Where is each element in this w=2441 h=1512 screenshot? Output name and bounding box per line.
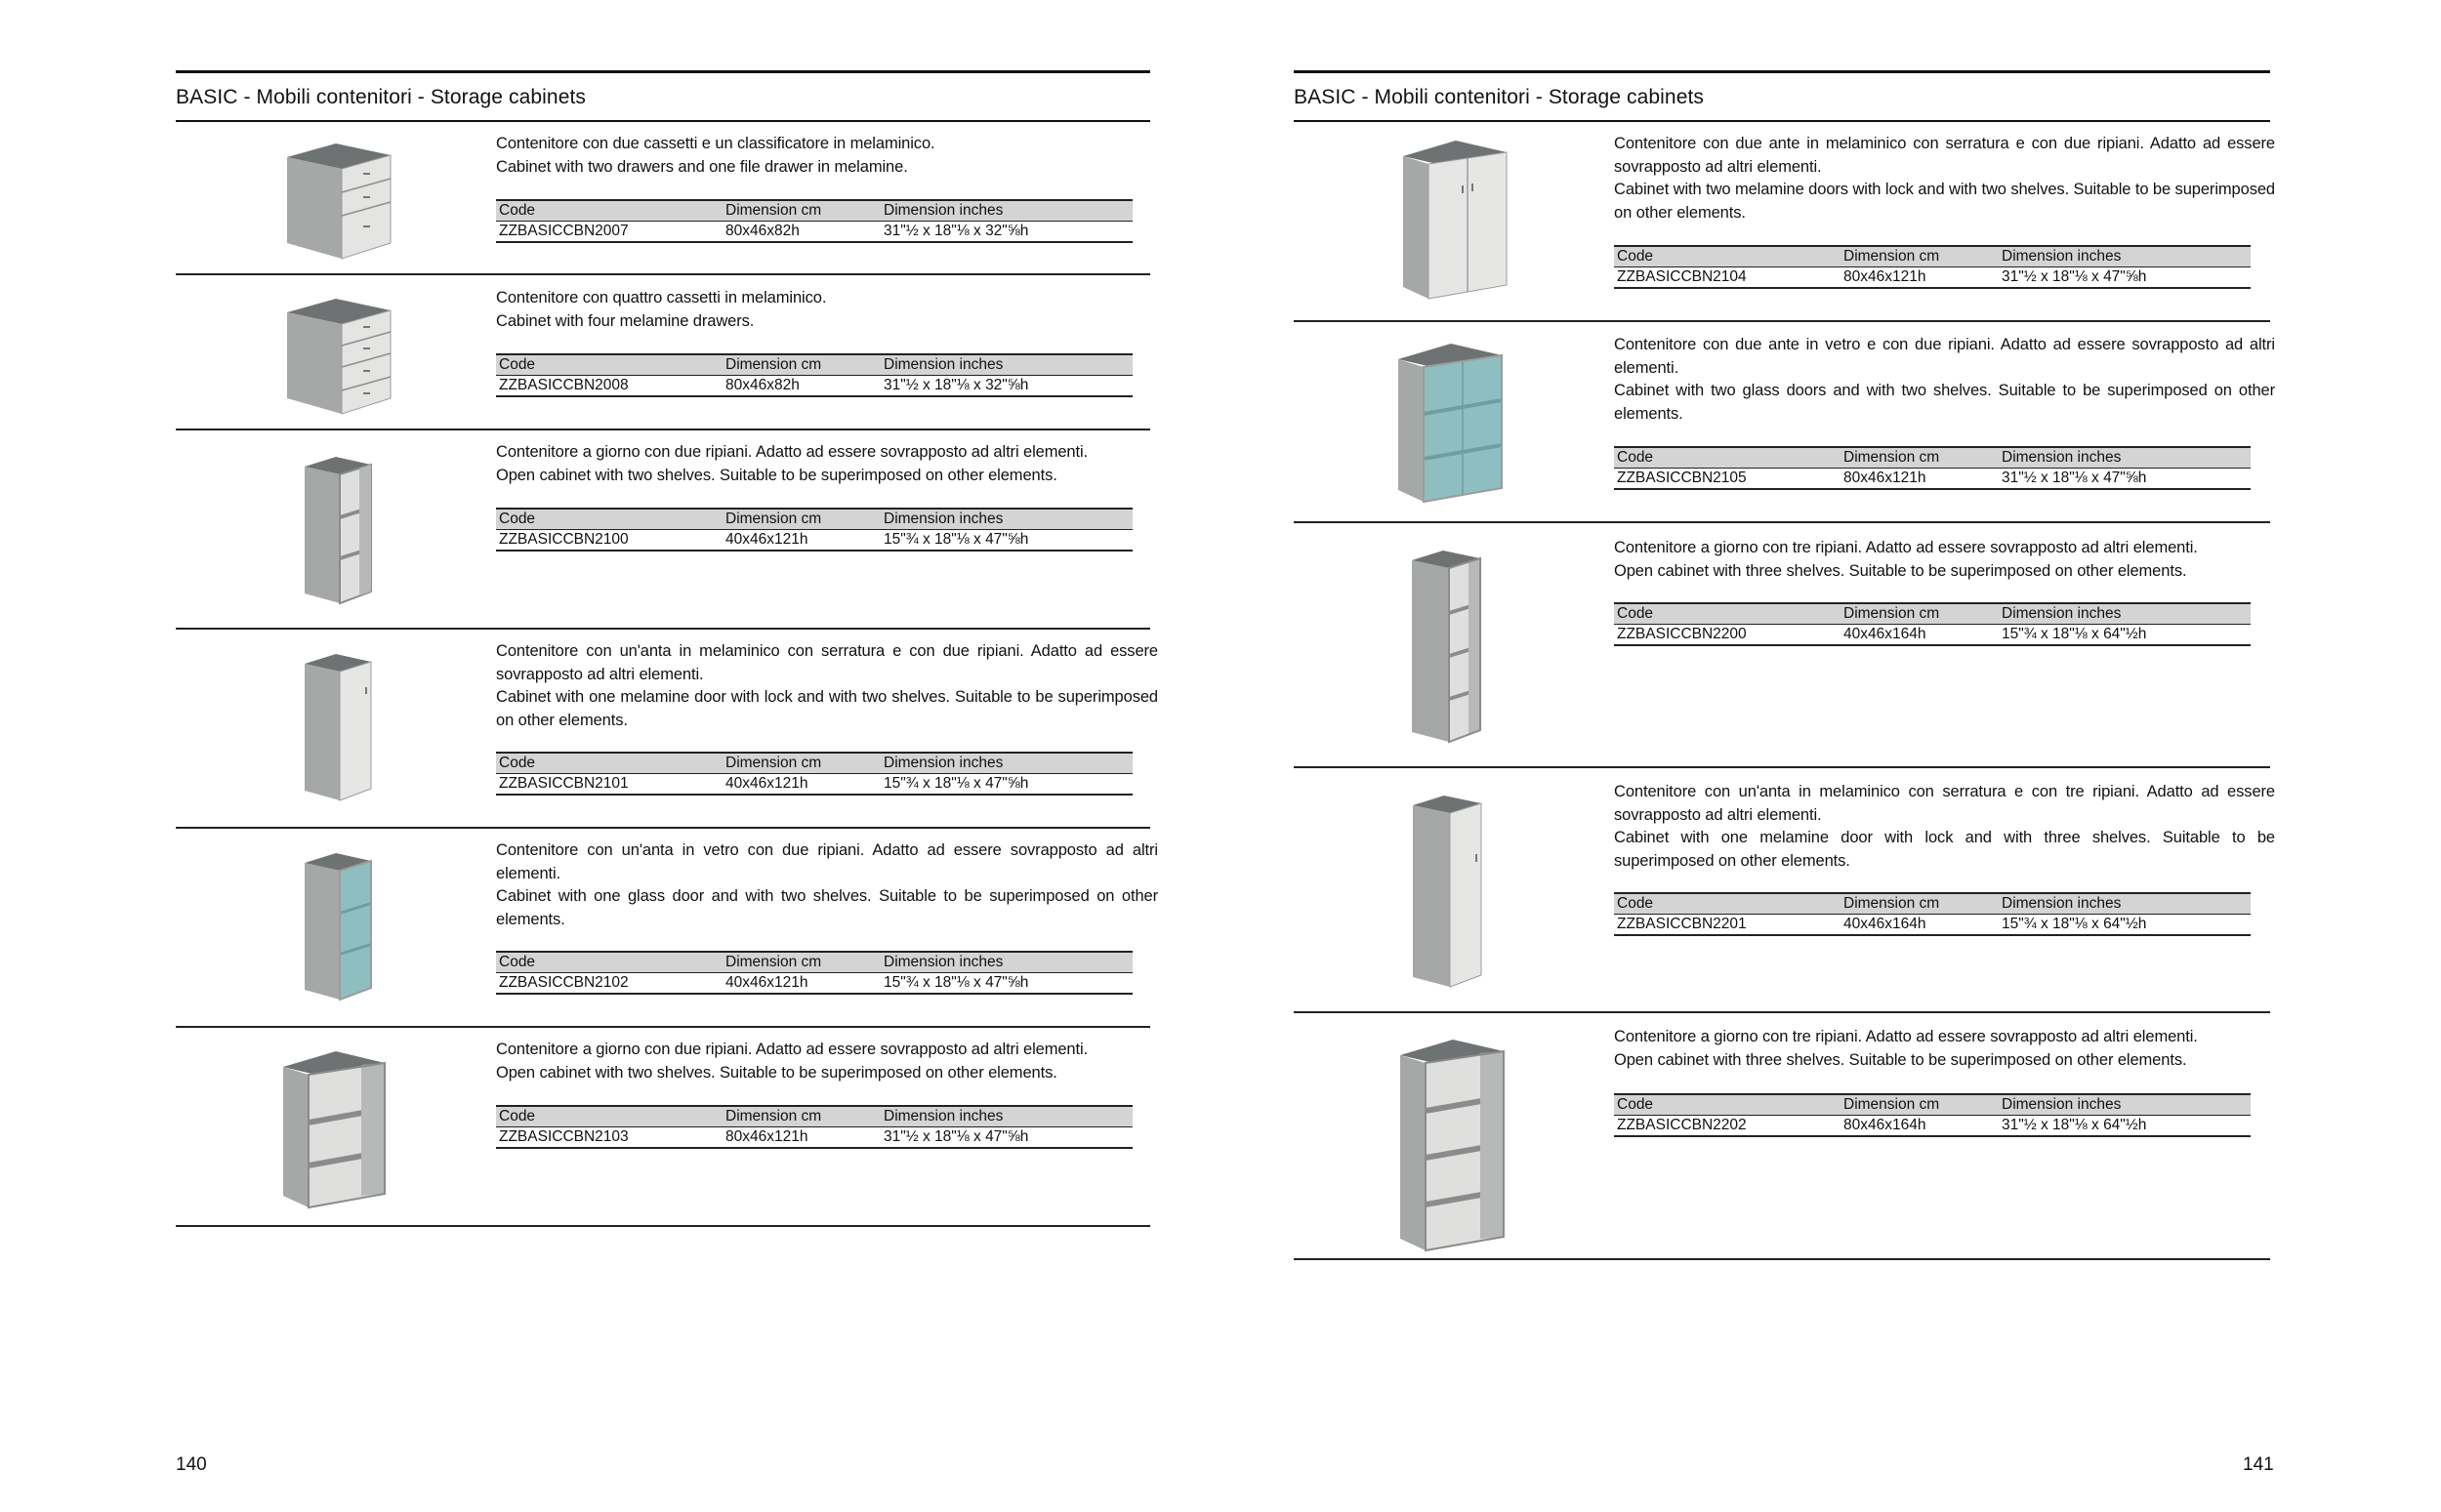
- dim-in-header: Dimension inches: [884, 954, 1004, 970]
- door-cabinet-icon: [301, 652, 374, 803]
- spec-header-row: [496, 508, 1133, 530]
- spec-table: [1614, 446, 2251, 490]
- description-en: Open cabinet with two shelves. Suitable to be superimposed on other elements.: [496, 1063, 1057, 1082]
- page-title: BASIC - Mobili contenitori - Storage cabinets: [176, 86, 587, 108]
- dimension-inches: 31"½ x 18"⅛ x 47"⅝h: [884, 1128, 1029, 1145]
- code-header: Code: [499, 356, 536, 373]
- description-it: Contenitore con due cassetti e un classificatore in melaminico.: [496, 135, 935, 152]
- spec-header-row: [1614, 892, 2251, 915]
- description: [1614, 133, 2275, 225]
- dim-in-header: Dimension inches: [2002, 449, 2122, 466]
- spec-data-row: [1614, 1116, 2251, 1137]
- dimension-cm: 40x46x121h: [725, 775, 808, 792]
- spec-table: [496, 199, 1133, 243]
- spec-data-row: [496, 973, 1133, 995]
- description-en: Open cabinet with two shelves. Suitable to be superimposed on other elements.: [496, 466, 1057, 484]
- description-it: Contenitore con due ante in melaminico con serratura e con due ripiani. Adatto ad essere sovrapposto ad altri elementi.: [1614, 135, 2275, 176]
- code-header: Code: [1617, 895, 1654, 912]
- dim-in-header: Dimension inches: [2002, 1096, 2122, 1113]
- spec-data-row: [496, 774, 1133, 796]
- item-separator: [1294, 1258, 2270, 1260]
- dimension-cm: 40x46x121h: [725, 531, 808, 548]
- code-header: Code: [1617, 248, 1654, 265]
- spec-table: [496, 951, 1133, 995]
- dim-cm-header: Dimension cm: [1843, 1096, 1940, 1113]
- description-en: Open cabinet with three shelves. Suitable to be superimposed on other elements.: [1614, 1050, 2187, 1069]
- description-en: Cabinet with two melamine doors with lock and with two shelves. Suitable to be superimposed on other elements.: [1614, 181, 2275, 222]
- spec-data-row: [496, 376, 1133, 397]
- description-it: Contenitore con un'anta in vetro con due ripiani. Adatto ad essere sovrapposto ad altri elementi.: [496, 841, 1158, 882]
- dim-in-header: Dimension inches: [2002, 895, 2122, 912]
- header-rule-bottom: [176, 120, 1150, 122]
- code-header: Code: [499, 202, 536, 219]
- dim-cm-header: Dimension cm: [1843, 895, 1940, 912]
- description: [1614, 1026, 2275, 1072]
- dimension-inches: 31"½ x 18"⅛ x 64"½h: [2002, 1117, 2147, 1133]
- spec-header-row: [1614, 602, 2251, 625]
- dimension-cm: 40x46x121h: [725, 974, 808, 991]
- dimension-inches: 15"¾ x 18"⅛ x 64"½h: [2002, 916, 2147, 932]
- item-separator: [1294, 320, 2270, 322]
- item-separator: [176, 429, 1150, 430]
- spec-table: [496, 752, 1133, 796]
- item-separator: [1294, 766, 2270, 768]
- dimension-cm: 80x46x82h: [725, 377, 800, 393]
- description-it: Contenitore con un'anta in melaminico con serratura e con due ripiani. Adatto ad essere sovrapposto ad altri elementi.: [496, 642, 1158, 683]
- description-en: Cabinet with two drawers and one file drawer in melamine.: [496, 157, 908, 176]
- description-en: Cabinet with four melamine drawers.: [496, 311, 755, 330]
- description-it: Contenitore con quattro cassetti in melaminico.: [496, 289, 827, 306]
- spec-table: [1614, 602, 2251, 646]
- description: [1614, 781, 2275, 873]
- dimension-inches: 31"½ x 18"⅛ x 32"⅝h: [884, 223, 1029, 239]
- dim-in-header: Dimension inches: [2002, 248, 2122, 265]
- dim-cm-header: Dimension cm: [1843, 605, 1940, 622]
- description-it: Contenitore a giorno con tre ripiani. Adatto ad essere sovrapposto ad altri elementi.: [1614, 539, 2198, 556]
- dim-in-header: Dimension inches: [884, 755, 1004, 771]
- glass-door-cabinet-icon: [301, 851, 374, 1002]
- product-code: ZZBASICCBN2103: [499, 1128, 629, 1145]
- dimension-cm: 80x46x164h: [1843, 1117, 1926, 1133]
- spec-header-row: [1614, 245, 2251, 267]
- description-it: Contenitore con un'anta in melaminico con serratura e con tre ripiani. Adatto ad essere sovrapposto ad altri elementi.: [1614, 783, 2275, 824]
- description-en: Cabinet with one melamine door with lock and with two shelves. Suitable to be superimposed on other elements.: [496, 688, 1158, 729]
- spec-header-row: [1614, 1093, 2251, 1116]
- product-code: ZZBASICCBN2100: [499, 531, 629, 548]
- dimension-inches: 31"½ x 18"⅛ x 47"⅝h: [2002, 470, 2147, 486]
- item-separator: [176, 1026, 1150, 1028]
- spec-header-row: [496, 353, 1133, 376]
- spec-data-row: [1614, 915, 2251, 936]
- product-code: ZZBASICCBN2200: [1617, 626, 1747, 642]
- page-141: [1220, 0, 2441, 1512]
- open-wide-cabinet-icon: [279, 1049, 389, 1210]
- cabinet-four-drawers-icon: [281, 297, 393, 416]
- product-code: ZZBASICCBN2202: [1617, 1117, 1747, 1133]
- dim-in-header: Dimension inches: [884, 511, 1004, 527]
- dimension-cm: 40x46x164h: [1843, 626, 1926, 642]
- spec-header-row: [496, 1105, 1133, 1127]
- item-separator: [1294, 521, 2270, 523]
- item-separator: [176, 827, 1150, 829]
- dimension-inches: 31"½ x 18"⅛ x 32"⅝h: [884, 377, 1029, 393]
- code-header: Code: [1617, 605, 1654, 622]
- dim-cm-header: Dimension cm: [725, 202, 822, 219]
- spec-header-row: [1614, 446, 2251, 469]
- page-title: BASIC - Mobili contenitori - Storage cabinets: [1294, 86, 1705, 108]
- dim-cm-header: Dimension cm: [725, 356, 822, 373]
- dim-cm-header: Dimension cm: [1843, 449, 1940, 466]
- product-code: ZZBASICCBN2105: [1617, 470, 1747, 486]
- description-it: Contenitore a giorno con due ripiani. Adatto ad essere sovrapposto ad altri elementi.: [496, 443, 1089, 461]
- description: [496, 441, 1160, 487]
- two-glass-door-cabinet-icon: [1394, 342, 1507, 506]
- description-it: Contenitore a giorno con tre ripiani. Adatto ad essere sovrapposto ad altri elementi.: [1614, 1028, 2198, 1045]
- code-header: Code: [499, 755, 536, 771]
- dim-in-header: Dimension inches: [2002, 605, 2122, 622]
- header-rule-bottom: [1294, 120, 2270, 122]
- spec-table: [496, 1105, 1133, 1149]
- header-rule-top: [176, 70, 1150, 73]
- page-140: [0, 0, 1220, 1512]
- code-header: Code: [499, 511, 536, 527]
- product-code: ZZBASICCBN2007: [499, 223, 629, 239]
- description: [1614, 537, 2275, 583]
- spec-table: [1614, 245, 2251, 289]
- code-header: Code: [499, 954, 536, 970]
- open-narrow-cabinet-icon: [301, 455, 374, 606]
- description-en: Cabinet with one melamine door with lock and with three shelves. Suitable to be superimposed on other elements.: [1614, 829, 2275, 870]
- dimension-inches: 15"¾ x 18"⅛ x 47"⅝h: [884, 531, 1029, 548]
- description: [496, 640, 1158, 732]
- spec-data-row: [1614, 469, 2251, 490]
- dimension-cm: 80x46x121h: [1843, 268, 1926, 285]
- spec-table: [496, 353, 1133, 397]
- dim-in-header: Dimension inches: [884, 356, 1004, 373]
- description-it: Contenitore con due ante in vetro e con due ripiani. Adatto ad essere sovrapposto ad altri elementi.: [1614, 336, 2275, 377]
- product-code: ZZBASICCBN2008: [499, 377, 629, 393]
- dimension-cm: 80x46x82h: [725, 223, 800, 239]
- product-code: ZZBASICCBN2201: [1617, 916, 1747, 932]
- dim-cm-header: Dimension cm: [725, 954, 822, 970]
- two-door-cabinet-icon: [1399, 139, 1511, 303]
- dim-cm-header: Dimension cm: [725, 1108, 822, 1124]
- dim-in-header: Dimension inches: [884, 1108, 1004, 1124]
- tall-open-narrow-cabinet-icon: [1408, 549, 1484, 746]
- dimension-inches: 31"½ x 18"⅛ x 47"⅝h: [2002, 268, 2147, 285]
- dimension-cm: 40x46x164h: [1843, 916, 1926, 932]
- tall-door-cabinet-icon: [1409, 794, 1485, 991]
- product-code: ZZBASICCBN2104: [1617, 268, 1747, 285]
- item-separator: [1294, 1011, 2270, 1013]
- description: [496, 839, 1158, 931]
- description: [496, 287, 1160, 333]
- header-rule-top: [1294, 70, 2270, 73]
- description-it: Contenitore a giorno con due ripiani. Adatto ad essere sovrapposto ad altri elementi.: [496, 1041, 1089, 1058]
- spec-header-row: [496, 951, 1133, 973]
- dimension-inches: 15"¾ x 18"⅛ x 47"⅝h: [884, 974, 1029, 991]
- spec-data-row: [1614, 625, 2251, 646]
- code-header: Code: [1617, 1096, 1654, 1113]
- dimension-inches: 15"¾ x 18"⅛ x 47"⅝h: [884, 775, 1029, 792]
- spec-table: [1614, 1093, 2251, 1137]
- item-separator: [176, 273, 1150, 275]
- dimension-inches: 15"¾ x 18"⅛ x 64"½h: [2002, 626, 2147, 642]
- code-header: Code: [499, 1108, 536, 1124]
- cabinet-drawers-icon: [281, 142, 393, 261]
- spec-data-row: [496, 222, 1133, 243]
- page-number: 140: [176, 1454, 207, 1475]
- spec-header-row: [496, 199, 1133, 222]
- dim-cm-header: Dimension cm: [1843, 248, 1940, 265]
- description: [496, 1039, 1160, 1084]
- item-separator: [176, 628, 1150, 630]
- tall-open-wide-cabinet-icon: [1396, 1038, 1509, 1254]
- spec-table: [1614, 892, 2251, 936]
- description-en: Cabinet with one glass door and with two shelves. Suitable to be superimposed on other elements.: [496, 887, 1158, 928]
- dimension-cm: 80x46x121h: [1843, 470, 1926, 486]
- spec-table: [496, 508, 1133, 552]
- item-separator: [176, 1225, 1150, 1227]
- spec-header-row: [496, 752, 1133, 774]
- spec-data-row: [496, 530, 1133, 552]
- dim-cm-header: Dimension cm: [725, 755, 822, 771]
- description-en: Open cabinet with three shelves. Suitable to be superimposed on other elements.: [1614, 561, 2187, 580]
- code-header: Code: [1617, 449, 1654, 466]
- product-code: ZZBASICCBN2101: [499, 775, 629, 792]
- product-code: ZZBASICCBN2102: [499, 974, 629, 991]
- description: [1614, 334, 2275, 426]
- dimension-cm: 80x46x121h: [725, 1128, 808, 1145]
- description: [496, 133, 1160, 179]
- description-en: Cabinet with two glass doors and with two shelves. Suitable to be superimposed on other elements.: [1614, 382, 2275, 423]
- spec-data-row: [1614, 267, 2251, 289]
- dim-in-header: Dimension inches: [884, 202, 1004, 219]
- page-number: 141: [2243, 1454, 2274, 1475]
- dim-cm-header: Dimension cm: [725, 511, 822, 527]
- spec-data-row: [496, 1127, 1133, 1149]
